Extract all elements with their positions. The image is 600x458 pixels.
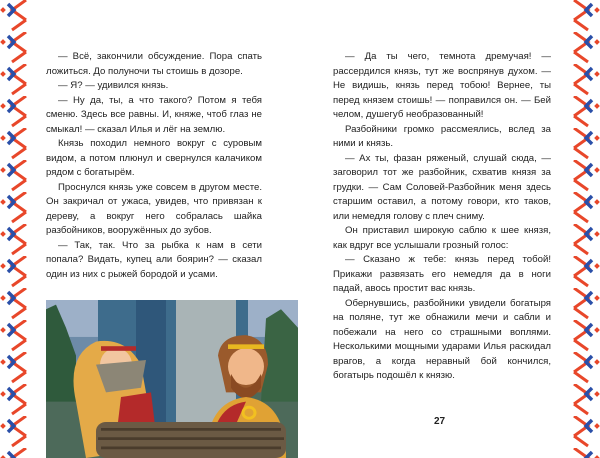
paragraph: Он приставил широкую саблю к шее князя, как вдруг все услышали грозный голос: (333, 225, 551, 251)
left-page-text (46, 50, 262, 282)
paragraph: — Так, так. Что за рыбка к нам в сети попала? Видать, купец али боярин? — сказал один из них с рыжей бородой и усами. (46, 239, 262, 280)
paragraph: Проснулся князь уже совсем в другом месте. Он закричал от ужаса, увидев, что привязан к дереву, а вокруг него собралась шайка разбойников, вооружённых до зубов. (46, 181, 262, 236)
paragraph: — Ах ты, фазан ряженый, слушай сюда, — заговорил тот же разбойник, схватив князя за грудки. — Сам Соловей-Разбойник меня здесь старшим оставил, а потому говори, кто таков, или немедля голову с плеч сниму. (333, 152, 551, 222)
paragraph: Разбойники громко рассмеялись, вслед за ними и князь. (333, 123, 551, 149)
paragraph: Князь походил немного вокруг с суровым видом, а потом плюнул и свернулся калачиком рядом с богатырём. (46, 138, 262, 178)
paragraph: — Всё, закончили обсуждение. Пора спать ложиться. До полуночи ты стоишь в дозоре. (46, 51, 262, 77)
paragraph: Обернувшись, разбойники увидели богатыря на поляне, тут же обнажили мечи и сабли и побежали на него со страшными воплями. Несколькими мощными ударами Илья раскидал врагов, а когда неравный бой кончился, богатырь подошёл к князю. (333, 297, 551, 381)
ornament-border-right (570, 0, 600, 458)
paragraph: — Я? — удивился князь. (58, 80, 169, 91)
paragraph: — Ну да, ты, а что такого? Потом я тебя сменю. Здесь все равны. И, княже, чтоб глаз не смыкал! — сказал Илья и лёг на землю. (46, 94, 262, 135)
paragraph: — Сказано ж тебе: князь перед тобой! Прикажи развязать его немедля да в ноги падай, авось простит вас князь. (333, 254, 551, 294)
right-page-text (333, 50, 551, 384)
paragraph: — Да ты чего, темнота дремучая! — рассердился князь, тут же воспрянув духом. — Не видишь, князь перед тобою! Вернее, ты перед князем стоишь! — поправился он. — Бей челом, душегуб необразованный! (333, 51, 551, 120)
ornament-border-left (0, 0, 30, 458)
illustration-tied-characters (46, 300, 298, 458)
page-number: 27 (434, 416, 446, 427)
